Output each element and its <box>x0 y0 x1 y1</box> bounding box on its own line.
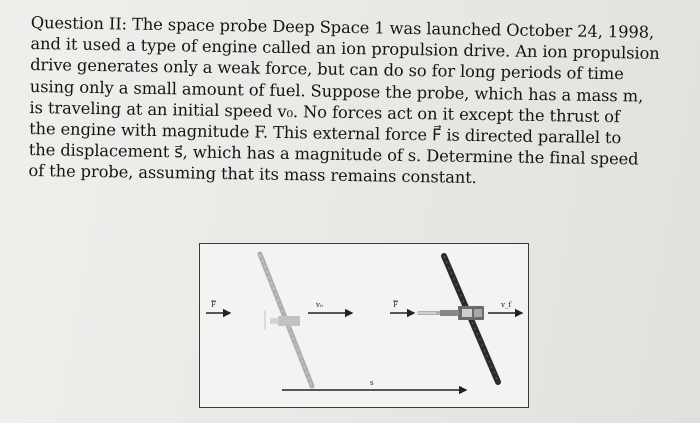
question-line: the engine with magnitude F. This external force F⃗ is directed parallel to <box>29 119 622 148</box>
force-label-right: F <box>393 301 398 309</box>
question-line: drive generates only a weak force, but can do so for long periods of time <box>30 55 624 84</box>
force-vector-right <box>390 301 414 313</box>
probe-final-icon <box>417 256 498 382</box>
velocity-label-right: v_f <box>501 301 512 309</box>
probe-initial-icon <box>260 254 312 386</box>
probe-diagram-svg <box>200 244 528 407</box>
question-line: using only a small amount of fuel. Suppose the probe, which has a mass m, <box>29 76 644 106</box>
question-line: Question II: The space probe Deep Space 1 was launched October 24, 1998, <box>30 12 655 42</box>
velocity-vector-left <box>308 301 352 313</box>
question-text <box>28 12 691 192</box>
force-label-left: F <box>211 301 216 309</box>
probe-diagram <box>199 243 529 408</box>
velocity-label-left: v₀ <box>316 301 323 309</box>
velocity-vector-right <box>488 301 522 313</box>
question-line: the displacement s⃗, which has a magnitude of s. Determine the final speed <box>28 140 639 169</box>
question-line: and it used a type of engine called an ion propulsion drive. An ion propulsion <box>30 34 660 64</box>
question-line: of the probe, assuming that its mass remains constant. <box>28 161 477 188</box>
displacement-label: s <box>370 379 374 387</box>
force-vector-left <box>206 301 230 313</box>
question-line: is traveling at an initial speed v₀. No forces act on it except the thrust of <box>29 97 621 127</box>
